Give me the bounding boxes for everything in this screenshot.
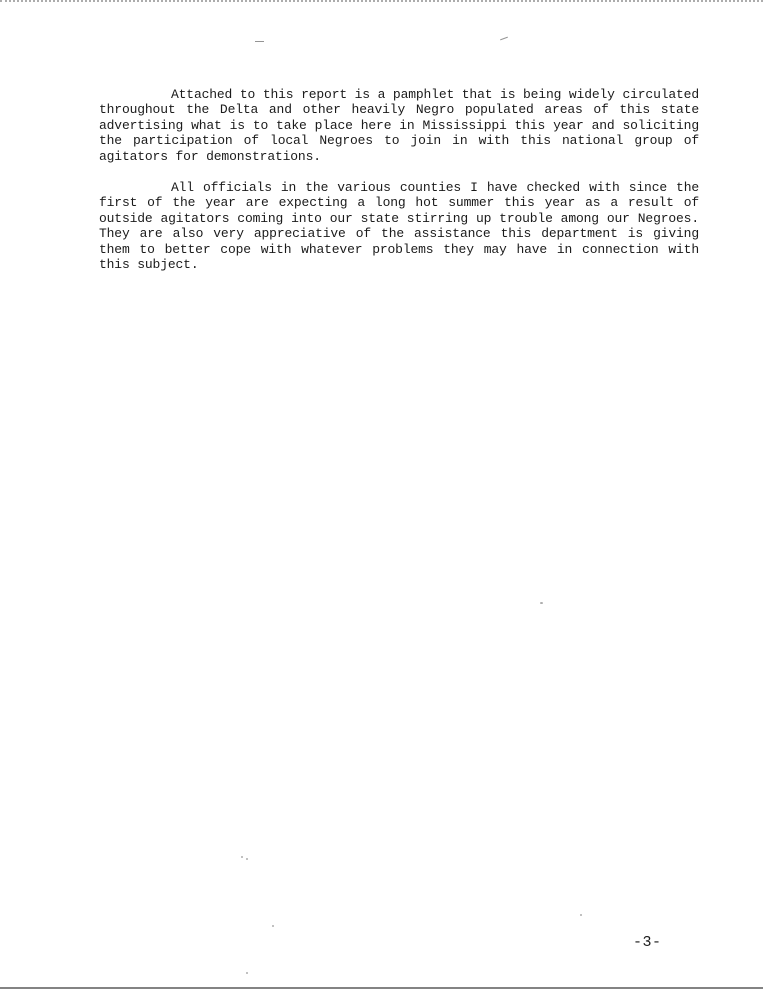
paragraph-officials: All officials in the various counties I have checked with since the first of the year are expecting a long hot summer this year as a result of outside agitators coming into our state stirring up trouble among our Negroes. They are also very appreciative of the assistance this department is giving them to better cope with whatever problems they may have in connection with this subject. [99,180,699,273]
page-bottom-edge [0,987,763,989]
scan-mark [255,41,264,42]
page-top-edge [0,0,763,8]
scan-mark [500,37,508,41]
scan-speck [241,856,243,858]
scan-speck [580,914,582,916]
page-number: -3- [633,934,662,951]
scan-speck [540,602,543,604]
scan-speck [272,925,274,927]
scan-speck [246,858,248,860]
document-body [99,87,699,288]
scan-speck [246,972,248,974]
paragraph-pamphlet: Attached to this report is a pamphlet that is being widely circulated throughout the Delta and other heavily Negro populated areas of this state advertising what is to take place here in Mississippi this year and soliciting the participation of local Negroes to join in with this national group of agitators for demonstrations. [99,87,699,164]
